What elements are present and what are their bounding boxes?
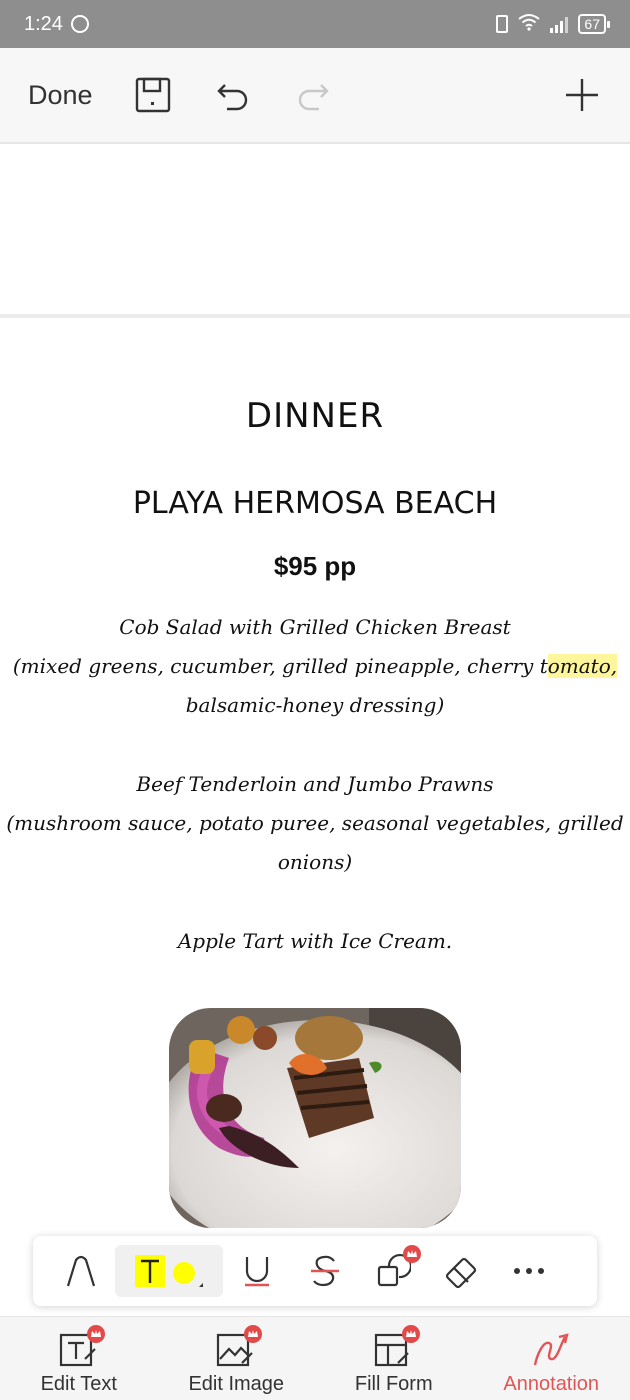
text-highlight-icon[interactable]: [115, 1245, 223, 1297]
edit-image-icon: [214, 1329, 258, 1367]
battery-icon: 67: [578, 14, 606, 34]
pdf-document[interactable]: [0, 146, 630, 1316]
menu-subtitle: PLAYA HERMOSA BEACH: [132, 486, 498, 521]
bottom-nav: [0, 1316, 630, 1400]
nav-label: Edit Image: [188, 1373, 285, 1395]
menu-page: [0, 318, 630, 961]
underline-icon[interactable]: [223, 1245, 291, 1297]
fill-form-icon: [372, 1329, 416, 1367]
strikethrough-icon[interactable]: [291, 1245, 359, 1297]
shapes-icon[interactable]: [359, 1245, 427, 1297]
premium-crown-icon: [87, 1325, 105, 1343]
nav-annotation[interactable]: [473, 1317, 630, 1400]
course2-desc-line2: onions): [277, 850, 353, 874]
course1-desc-line1: [0, 647, 630, 686]
whatsapp-icon: [71, 15, 89, 33]
top-toolbar: [0, 48, 630, 144]
course2-name: Beef Tenderloin and Jumbo Prawns: [136, 772, 494, 796]
food-photo: [169, 1008, 461, 1228]
status-time: 1:24: [24, 12, 63, 35]
more-icon[interactable]: [495, 1245, 563, 1297]
premium-crown-icon: [402, 1325, 420, 1343]
redo-icon[interactable]: [293, 75, 333, 115]
status-icons: [496, 13, 606, 36]
premium-crown-icon: [244, 1325, 262, 1343]
nav-label: Fill Form: [354, 1373, 433, 1395]
annotation-icon: [529, 1329, 573, 1367]
signal-icon: [550, 15, 568, 33]
add-icon[interactable]: [562, 75, 602, 115]
course1-desc-start: (mixed greens, cucumber, grilled pineapple, cherry t: [12, 654, 548, 678]
nav-edit-image[interactable]: [158, 1317, 316, 1400]
annotation-toolbar: [33, 1236, 597, 1306]
menu-price: $95 pp: [273, 551, 357, 581]
premium-crown-icon: [403, 1245, 421, 1263]
course2-desc-line1: (mushroom sauce, potato puree, seasonal vegetables, grilled: [6, 811, 624, 835]
nav-edit-text[interactable]: [0, 1317, 158, 1400]
menu-title: DINNER: [245, 396, 385, 436]
pen-icon[interactable]: [47, 1245, 115, 1297]
nav-label: Edit Text: [40, 1373, 117, 1395]
course1-desc-line2: balsamic-honey dressing): [185, 693, 445, 717]
course1-name: Cob Salad with Grilled Chicken Breast: [119, 615, 511, 639]
nav-label: Annotation: [503, 1373, 600, 1395]
eraser-icon[interactable]: [427, 1245, 495, 1297]
highlight-annotation[interactable]: omato,: [547, 654, 618, 678]
nav-fill-form[interactable]: [315, 1317, 473, 1400]
wifi-icon: [518, 13, 540, 36]
course3-name: Apple Tart with Ice Cream.: [177, 929, 453, 953]
vibrate-icon: [496, 15, 508, 33]
undo-icon[interactable]: [213, 75, 253, 115]
save-icon[interactable]: [133, 75, 173, 115]
done-button[interactable]: Done: [28, 79, 93, 110]
edit-text-icon: [57, 1329, 101, 1367]
status-bar: [0, 0, 630, 48]
